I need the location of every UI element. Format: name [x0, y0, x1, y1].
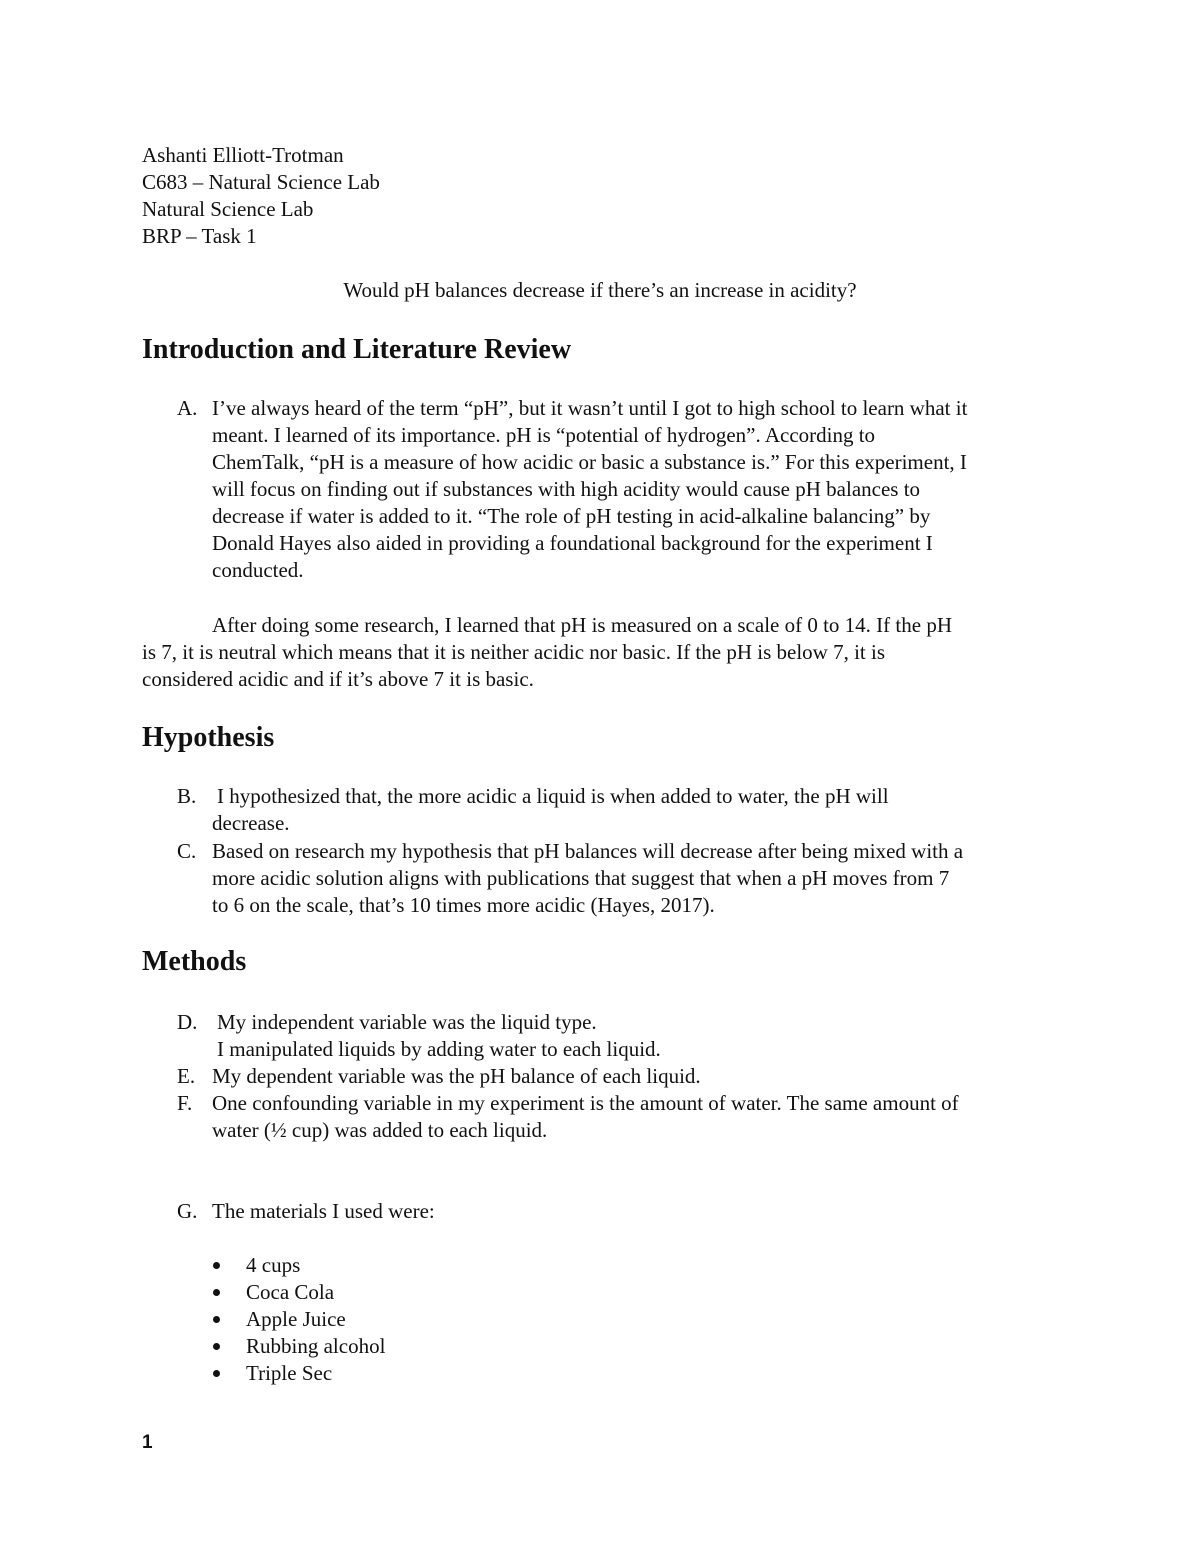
item-d-line: I manipulated liquids by adding water to each liquid. [217, 1037, 661, 1061]
materials-item: Apple Juice [246, 1307, 346, 1331]
item-e-label: E. [177, 1064, 196, 1088]
methods-heading: Methods [142, 946, 247, 977]
course-line: C683 – Natural Science Lab [142, 170, 380, 194]
item-b-line: decrease. [212, 811, 290, 835]
task-line: BRP – Task 1 [142, 224, 257, 248]
materials-item: Triple Sec [246, 1361, 333, 1385]
item-a-line: conducted. [212, 558, 304, 582]
item-a-line: decrease if water is added to it. “The role of pH testing in acid-alkaline balancing” by [212, 504, 931, 528]
item-d-label: D. [177, 1010, 198, 1034]
item-a-line: I’ve always heard of the term “pH”, but it wasn’t until I got to high school to learn what it [212, 396, 968, 420]
item-d-line: My independent variable was the liquid type. [217, 1010, 597, 1034]
materials-item: Rubbing alcohol [246, 1334, 386, 1358]
bullet-icon [213, 1370, 220, 1377]
item-b-line: I hypothesized that, the more acidic a liquid is when added to water, the pH will [217, 784, 889, 808]
intro-paragraph-line: After doing some research, I learned that pH is measured on a scale of 0 to 14. If the pH [212, 613, 952, 637]
item-f-line: water (½ cup) was added to each liquid. [212, 1118, 548, 1142]
item-a-line: will focus on finding out if substances with high acidity would cause pH balances to [212, 477, 921, 501]
materials-item: Coca Cola [246, 1280, 335, 1304]
item-e-line: My dependent variable was the pH balance of each liquid. [212, 1064, 701, 1088]
materials-item: 4 cups [246, 1253, 301, 1277]
item-a-label: A. [177, 396, 198, 420]
item-b-label: B. [177, 784, 197, 808]
subject-line: Natural Science Lab [142, 197, 314, 221]
item-c-line: more acidic solution aligns with publications that suggest that when a pH moves from 7 [212, 866, 950, 890]
item-a-line: meant. I learned of its importance. pH is “potential of hydrogen”. According to [212, 423, 876, 447]
item-f-label: F. [177, 1091, 193, 1115]
item-c-label: C. [177, 839, 197, 863]
item-c-line: to 6 on the scale, that’s 10 times more acidic (Hayes, 2017). [212, 893, 715, 917]
author-name: Ashanti Elliott-Trotman [142, 143, 344, 167]
document-title: Would pH balances decrease if there’s an increase in acidity? [343, 278, 857, 302]
item-f-line: One confounding variable in my experiment is the amount of water. The same amount of [212, 1091, 959, 1115]
intro-heading: Introduction and Literature Review [142, 334, 572, 365]
item-g-label: G. [177, 1199, 198, 1223]
intro-paragraph-line: considered acidic and if it’s above 7 it is basic. [142, 667, 534, 691]
item-c-line: Based on research my hypothesis that pH balances will decrease after being mixed with a [212, 839, 964, 863]
item-a-line: ChemTalk, “pH is a measure of how acidic or basic a substance is.” For this experiment, I [212, 450, 967, 474]
bullet-icon [213, 1316, 220, 1323]
bullet-icon [213, 1289, 220, 1296]
item-a-line: Donald Hayes also aided in providing a foundational background for the experiment I [212, 531, 933, 555]
bullet-icon [213, 1343, 220, 1350]
intro-paragraph-line: is 7, it is neutral which means that it is neither acidic nor basic. If the pH is below 7, it is [142, 640, 886, 664]
item-g-line: The materials I used were: [212, 1199, 435, 1223]
hypothesis-heading: Hypothesis [142, 722, 275, 753]
bullet-icon [213, 1262, 220, 1269]
page-number: 1 [142, 1432, 153, 1453]
